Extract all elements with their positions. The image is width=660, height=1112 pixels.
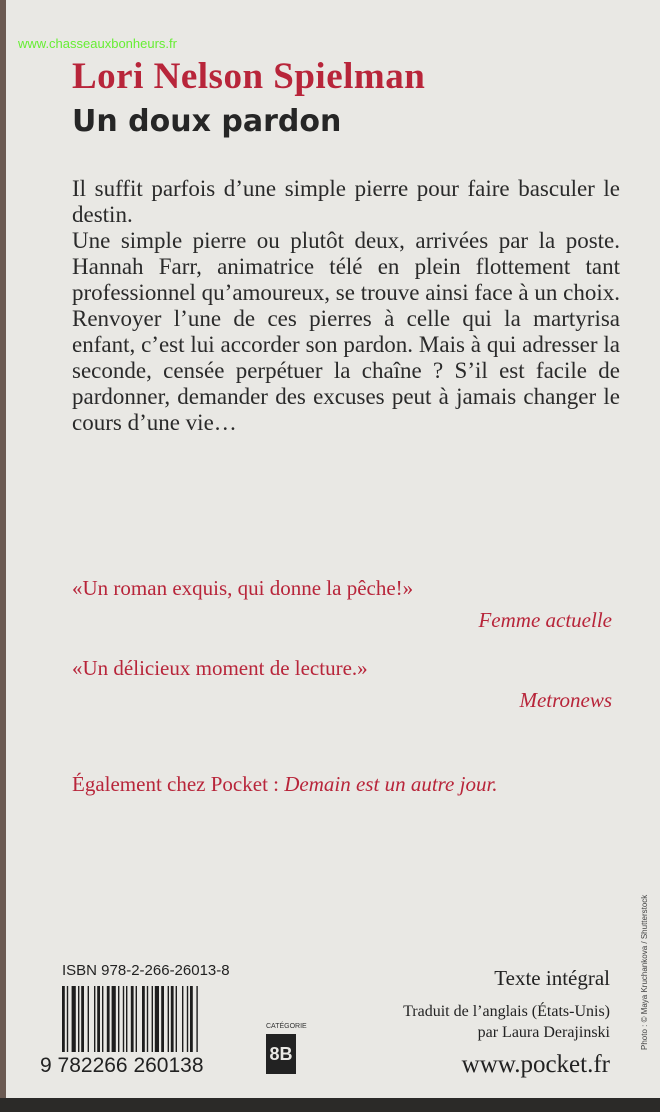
blurb-paragraph: Il suffit parfois d’une simple pierre pour faire basculer le destin. (72, 176, 620, 227)
barcode-bar (142, 986, 145, 1052)
barcode-bar (72, 986, 76, 1052)
barcode-bar (107, 986, 110, 1052)
watermark: www.chasseauxbonheurs.fr (18, 36, 177, 51)
barcode-left-digits: 782266 (57, 1054, 128, 1077)
barcode-bar (190, 986, 193, 1052)
barcode-bar (176, 986, 177, 1052)
barcode-bar (187, 986, 188, 1052)
barcode-bar (97, 986, 100, 1052)
texte-integral: Texte intégral (494, 966, 610, 990)
translation-line: Traduit de l’anglais (États-Unis) (403, 1003, 610, 1020)
barcode-bar (136, 986, 137, 1052)
category-badge: 8B (266, 1034, 296, 1074)
barcode-bar (88, 986, 89, 1052)
barcode-right-digits: 260138 (133, 1054, 204, 1077)
barcode-bar (126, 986, 127, 1052)
barcode-bar (161, 986, 164, 1052)
review-source: Metronews (519, 688, 612, 712)
photo-credit: Photo : © Maya Kruchankova / Shutterstock (640, 894, 649, 1050)
barcode-first-digit: 9 (40, 1054, 52, 1077)
barcode-bar (102, 986, 103, 1052)
barcode-bar (152, 986, 153, 1052)
barcode-bar (155, 986, 159, 1052)
also-prefix: Également chez Pocket : (72, 772, 285, 796)
barcode-bar (182, 986, 183, 1052)
barcode-bar (123, 986, 124, 1052)
book-title: Un doux pardon (72, 104, 342, 139)
barcode-bar (118, 986, 119, 1052)
barcode-bar (67, 986, 68, 1052)
barcode-bar (112, 986, 116, 1052)
also-by-author (72, 772, 498, 796)
review-source: Femme actuelle (478, 608, 612, 632)
publisher-website: www.pocket.fr (461, 1051, 610, 1078)
review-quote: «Un délicieux moment de lecture.» (72, 656, 368, 680)
isbn: ISBN 978-2-266-26013-8 (62, 962, 230, 979)
barcode-bar (78, 986, 79, 1052)
cover-bottom-edge (0, 1098, 660, 1112)
barcode-bar (168, 986, 169, 1052)
barcode-bar (147, 986, 148, 1052)
barcode-bar (131, 986, 134, 1052)
blurb-paragraph: Une simple pierre ou plutôt deux, arrivées par la poste. Hannah Farr, animatrice télé en plein flottement tant professionnel qu’amoureux, se trouve ainsi face à un choix. (72, 228, 620, 305)
author-name: Lori Nelson Spielman (72, 56, 426, 97)
barcode (62, 986, 258, 1052)
also-book-title: Demain est un autre jour. (284, 772, 498, 796)
review-quote: «Un roman exquis, qui donne la pêche!» (72, 576, 414, 600)
barcode-bar (94, 986, 95, 1052)
blurb-paragraph: Renvoyer l’une de ces pierres à celle qui la martyrisa enfant, c’est lui accorder son pardon. Mais à qui adresser la seconde, censée perpétuer la chaîne ? S’il est facile de pardonner, demander des excuses peut à jamais changer le cours d’une vie… (72, 306, 620, 435)
cover-left-edge (0, 0, 6, 1112)
barcode-bar (62, 986, 65, 1052)
barcode-bar (81, 986, 84, 1052)
blurb (72, 176, 620, 436)
barcode-digits (40, 1054, 204, 1078)
category-label: CATÉGORIE (266, 1023, 307, 1030)
barcode-bar (171, 986, 174, 1052)
translator-line: par Laura Derajinski (477, 1024, 610, 1041)
barcode-bar (196, 986, 197, 1052)
